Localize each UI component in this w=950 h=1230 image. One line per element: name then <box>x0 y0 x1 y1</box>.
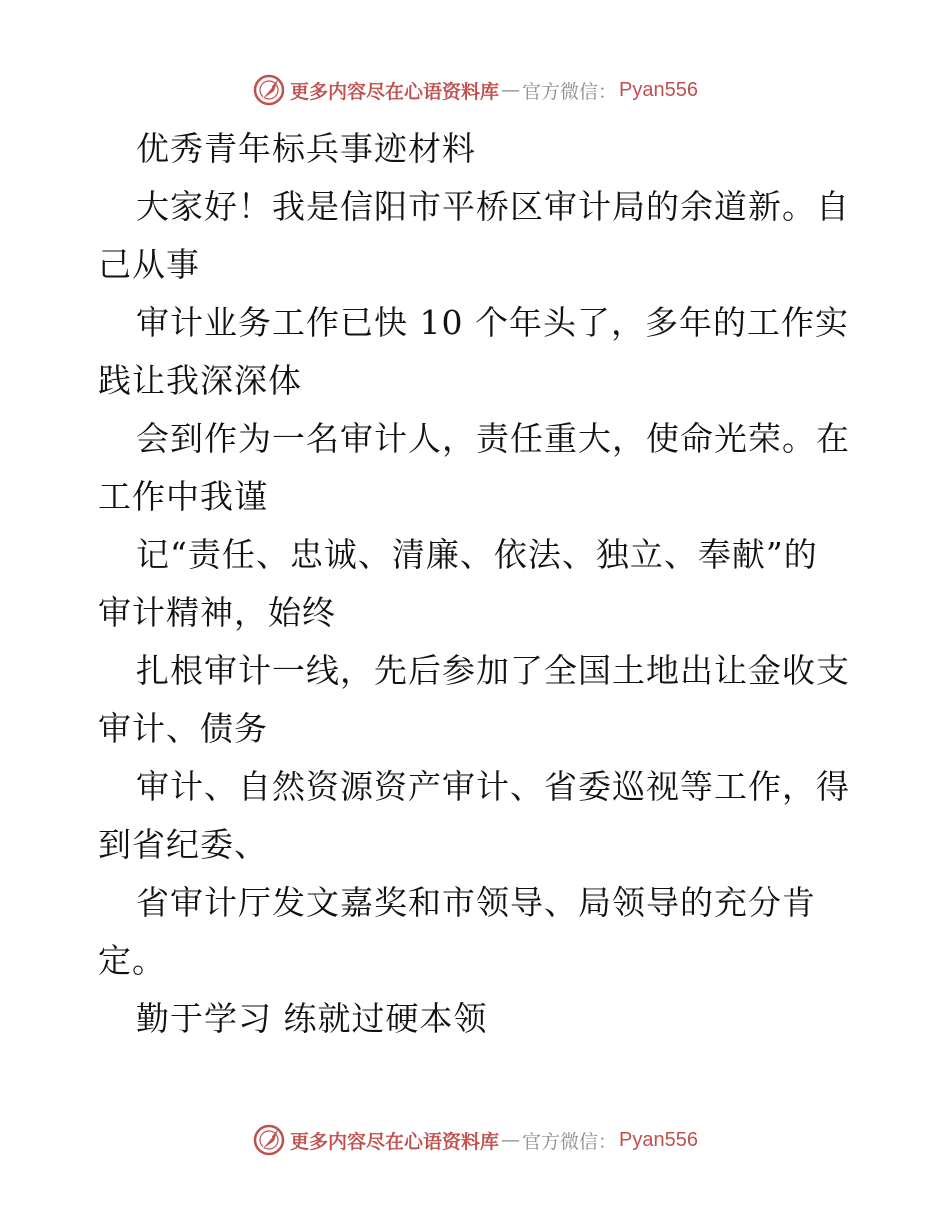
banner-brand-text: 更多内容尽在心语资料库 <box>290 80 500 103</box>
text-line: 会到作为一名审计人，责任重大，使命光荣。在 <box>136 419 850 458</box>
text-line: 大家好！我是信阳市平桥区审计局的余道新。自 <box>136 187 850 226</box>
banner-wechat-id: Pyan556 <box>619 78 698 101</box>
text-line: 记“责任、忠诚、清廉、依法、独立、奉献”的 <box>136 535 818 574</box>
banner-dash: — <box>501 1129 521 1151</box>
document-title: 优秀青年标兵事迹材料 <box>136 129 476 168</box>
text-line: 己从事 <box>98 245 200 284</box>
text-line: 审计、自然资源资产审计、省委巡视等工作，得 <box>136 767 850 806</box>
text-line: 践让我深深体 <box>98 361 302 400</box>
banner-contact-label: 官方微信： <box>522 80 618 103</box>
text-line: 扎根审计一线，先后参加了全国土地出让金收支 <box>136 651 850 690</box>
text-line: 到省纪委、 <box>98 825 268 864</box>
text-line: 工作中我谨 <box>98 477 268 516</box>
header-banner <box>0 70 950 110</box>
quill-logo-icon <box>252 1123 286 1157</box>
banner-brand-text: 更多内容尽在心语资料库 <box>290 1130 500 1153</box>
quill-logo-icon <box>252 73 286 107</box>
section-heading: 勤于学习 练就过硬本领 <box>136 999 488 1038</box>
text-line: 省审计厅发文嘉奖和市领导、局领导的充分肯 <box>136 883 816 922</box>
banner-contact-label: 官方微信： <box>522 1130 618 1153</box>
footer-banner <box>0 1120 950 1160</box>
document-body <box>98 120 858 1048</box>
text-line: 审计、债务 <box>98 709 268 748</box>
text-line: 审计精神，始终 <box>98 593 336 632</box>
text-line: 定。 <box>98 941 166 980</box>
text-line: 审计业务工作已快 10 个年头了，多年的工作实 <box>136 303 849 342</box>
banner-wechat-id: Pyan556 <box>619 1128 698 1151</box>
banner-dash: — <box>501 79 521 101</box>
